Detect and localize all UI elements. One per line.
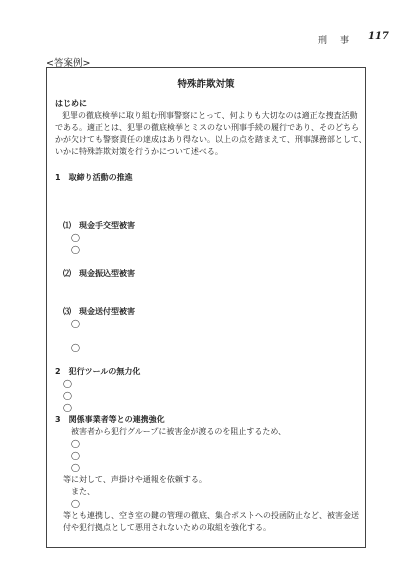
section-3-text: 等とも連携し、空き室の鍵の管理の徹底、集合ポストへの投函防止など、被害金送 [63, 511, 359, 520]
intro-line: である。適正とは、犯罪の徹底検挙とミスのない刑事手続の履行であり、そのどちら [55, 123, 359, 132]
blank-circle: ◯ [71, 499, 80, 508]
answer-box [46, 67, 366, 548]
blank-circle: ◯ [71, 319, 80, 328]
section-3-text: 被害者から犯行グループに被害金が渡るのを阻止するため、 [71, 427, 287, 436]
intro-line: かが欠けても警察責任の達成はあり得ない。以上の点を踏まえて、刑事課務部として、 [55, 135, 367, 144]
page-number: 117 [368, 31, 389, 42]
blank-circle: ◯ [71, 343, 80, 352]
subsection-1-heading: ⑴ 現金手交型被害 [63, 221, 135, 230]
section-3-text: また、 [71, 487, 95, 496]
blank-circle: ◯ [71, 439, 80, 448]
header-right-label: 事 [340, 36, 350, 46]
blank-circle: ◯ [71, 451, 80, 460]
subsection-3-heading: ⑶ 現金送付型被害 [63, 307, 135, 316]
section-3-heading: 3 関係事業者等との連携強化 [55, 415, 165, 424]
intro-heading: はじめに [55, 99, 87, 108]
section-3-text: 等に対して、声掛けや通報を依頼する。 [63, 475, 207, 484]
section-3-text: 付や犯行拠点として悪用されないための取組を強化する。 [63, 523, 271, 532]
document-title: 特殊詐欺対策 [177, 79, 235, 90]
blank-circle: ◯ [63, 379, 72, 388]
header-left-label: 刑 [318, 36, 328, 46]
blank-circle: ◯ [63, 403, 72, 412]
blank-circle: ◯ [71, 463, 80, 472]
answer-example-label: <答案例> [46, 58, 91, 69]
intro-line: いかに特殊詐欺対策を行うかについて述べる。 [55, 147, 223, 156]
blank-circle: ◯ [63, 391, 72, 400]
subsection-2-heading: ⑵ 現金振込型被害 [63, 269, 135, 278]
section-1-heading: 1 取締り活動の推進 [55, 173, 133, 182]
blank-circle: ◯ [71, 233, 80, 242]
intro-line: 犯罪の徹底検挙に取り組む刑事警察にとって、何よりも大切なのは適正な捜査活動 [62, 111, 358, 120]
section-2-heading: 2 犯行ツールの無力化 [55, 367, 141, 376]
blank-circle: ◯ [71, 245, 80, 254]
